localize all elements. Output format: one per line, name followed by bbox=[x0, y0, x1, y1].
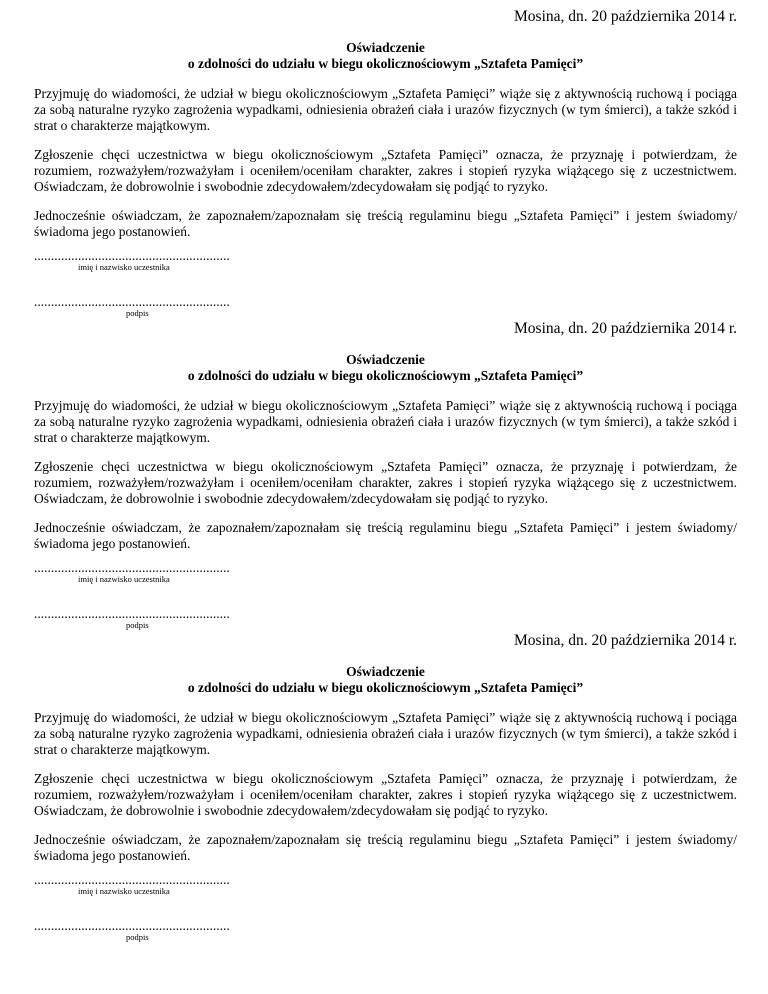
paragraph-acceptance: Zgłoszenie chęci uczestnictwa w biegu okolicznościowym „Sztafeta Pamięci” oznacza, że przyznaję i potwierdzam, że rozumiem, rozważyłem/rozważyłam i oceniłem/oceniłam charakter, zakres i stopień ryzyka wiążącego się z uczestnictwem. Oświadczam, że dobrowolnie i swobodnie zdecydowałem/zdecydowałam się podjąć to ryzyko. bbox=[34, 459, 737, 506]
paragraph-regulations: Jednocześnie oświadczam, że zapoznałem/zapoznałam się treścią regulaminu biegu „Sztafeta Pamięci” i jestem świadomy/świadoma jego postanowień. bbox=[34, 520, 737, 551]
paragraph-regulations: Jednocześnie oświadczam, że zapoznałem/zapoznałam się treścią regulaminu biegu „Sztafeta Pamięci” i jestem świadomy/świadoma jego postanowień. bbox=[34, 208, 737, 239]
title-line-1: Oświadczenie bbox=[346, 352, 425, 367]
declaration-title bbox=[34, 352, 737, 384]
paragraph-acceptance: Zgłoszenie chęci uczestnictwa w biegu okolicznościowym „Sztafeta Pamięci” oznacza, że przyznaję i potwierdzam, że rozumiem, rozważyłem/rozważyłam i oceniłem/oceniłam charakter, zakres i stopień ryzyka wiążącego się z uczestnictwem. Oświadczam, że dobrowolnie i swobodnie zdecydowałem/zdecydowałam się podjąć to ryzyko. bbox=[34, 147, 737, 194]
paragraph-risk: Przyjmuję do wiadomości, że udział w biegu okolicznościowym „Sztafeta Pamięci” wiąże się z aktywnością ruchową i pociąga za sobą naturalne ryzyko zagrożenia wypadkami, odniesienia obrażeń ciała i urazów fizycznych (w tym śmierci), a także szkód i strat o charakterze majątkowym. bbox=[34, 398, 737, 445]
date-line: Mosina, dn. 20 października 2014 r. bbox=[514, 8, 737, 25]
name-caption: imię i nazwisko uczestnika bbox=[78, 262, 170, 272]
title-line-2: o zdolności do udziału w biegu okolicznościowym „Sztafeta Pamięci” bbox=[187, 368, 584, 383]
declaration-title bbox=[34, 40, 737, 72]
declaration-title bbox=[34, 664, 737, 696]
signature-field-line[interactable]: .......................................................... bbox=[34, 296, 230, 308]
name-caption: imię i nazwisko uczestnika bbox=[78, 886, 170, 896]
signature-caption: podpis bbox=[126, 932, 149, 942]
paragraph-acceptance: Zgłoszenie chęci uczestnictwa w biegu okolicznościowym „Sztafeta Pamięci” oznacza, że przyznaję i potwierdzam, że rozumiem, rozważyłem/rozważyłam i oceniłem/oceniłam charakter, zakres i stopień ryzyka wiążącego się z uczestnictwem. Oświadczam, że dobrowolnie i swobodnie zdecydowałem/zdecydowałam się podjąć to ryzyko. bbox=[34, 771, 737, 818]
signature-field-line[interactable]: .......................................................... bbox=[34, 608, 230, 620]
title-line-2: o zdolności do udziału w biegu okolicznościowym „Sztafeta Pamięci” bbox=[187, 680, 584, 695]
date-line: Mosina, dn. 20 października 2014 r. bbox=[514, 320, 737, 337]
declaration-form-3 bbox=[34, 632, 737, 942]
paragraph-regulations: Jednocześnie oświadczam, że zapoznałem/zapoznałam się treścią regulaminu biegu „Sztafeta Pamięci” i jestem świadomy/świadoma jego postanowień. bbox=[34, 832, 737, 863]
title-line-1: Oświadczenie bbox=[346, 664, 425, 679]
signature-caption: podpis bbox=[126, 620, 149, 630]
title-line-2: o zdolności do udziału w biegu okolicznościowym „Sztafeta Pamięci” bbox=[187, 56, 584, 71]
declaration-form-2 bbox=[34, 320, 737, 630]
name-field-line[interactable]: .......................................................... bbox=[34, 250, 230, 262]
name-caption: imię i nazwisko uczestnika bbox=[78, 574, 170, 584]
date-line: Mosina, dn. 20 października 2014 r. bbox=[514, 632, 737, 649]
paragraph-risk: Przyjmuję do wiadomości, że udział w biegu okolicznościowym „Sztafeta Pamięci” wiąże się z aktywnością ruchową i pociąga za sobą naturalne ryzyko zagrożenia wypadkami, odniesienia obrażeń ciała i urazów fizycznych (w tym śmierci), a także szkód i strat o charakterze majątkowym. bbox=[34, 86, 737, 133]
paragraph-risk: Przyjmuję do wiadomości, że udział w biegu okolicznościowym „Sztafeta Pamięci” wiąże się z aktywnością ruchową i pociąga za sobą naturalne ryzyko zagrożenia wypadkami, odniesienia obrażeń ciała i urazów fizycznych (w tym śmierci), a także szkód i strat o charakterze majątkowym. bbox=[34, 710, 737, 757]
signature-caption: podpis bbox=[126, 308, 149, 318]
name-field-line[interactable]: .......................................................... bbox=[34, 562, 230, 574]
signature-field-line[interactable]: .......................................................... bbox=[34, 920, 230, 932]
declaration-form-1 bbox=[34, 8, 737, 318]
title-line-1: Oświadczenie bbox=[346, 40, 425, 55]
name-field-line[interactable]: .......................................................... bbox=[34, 874, 230, 886]
